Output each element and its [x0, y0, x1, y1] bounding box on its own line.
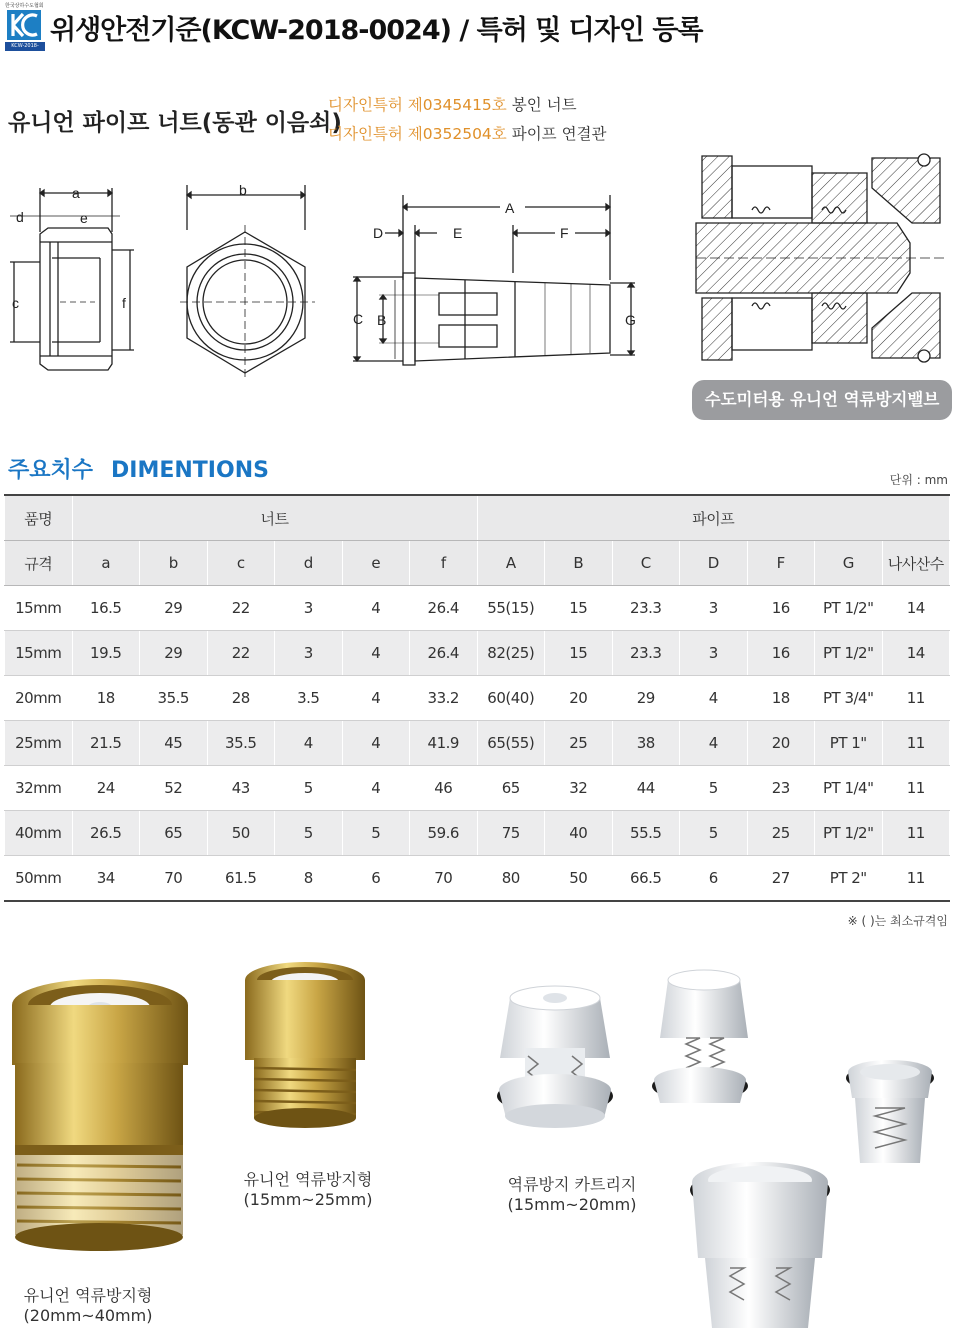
label-e: e: [80, 210, 88, 226]
pipe-side-drawing: [345, 185, 645, 385]
table-cell: 50mm: [5, 856, 73, 902]
table-cell: PT 1/4": [815, 766, 883, 811]
table-cell: 14: [882, 631, 950, 676]
photo-size: (20mm~40mm): [23, 1306, 153, 1325]
patent-number: 디자인특허 제0352504호: [328, 125, 507, 143]
table-group-row: [5, 495, 950, 541]
kc-certification-logo: [5, 2, 44, 58]
table-cell: 29: [140, 631, 208, 676]
table-cell: 24: [72, 766, 140, 811]
table-cell: 65: [477, 766, 545, 811]
logo-code: KCW-2018-0024: [5, 42, 45, 51]
table-cell: PT 2": [815, 856, 883, 902]
column-header: e: [342, 541, 410, 586]
group-nut: 너트: [72, 495, 477, 541]
table-cell: 59.6: [410, 811, 478, 856]
table-cell: 11: [882, 676, 950, 721]
table-cell: PT 1/2": [815, 811, 883, 856]
table-cell: 35.5: [207, 721, 275, 766]
valve-cross-section-drawing: [692, 148, 954, 373]
label-E: E: [453, 225, 463, 241]
table-row: [5, 721, 950, 766]
column-header: 규격: [5, 541, 73, 586]
table-cell: 21.5: [72, 721, 140, 766]
table-cell: 5: [275, 811, 343, 856]
table-cell: 50: [545, 856, 613, 902]
table-cell: 8: [275, 856, 343, 902]
table-cell: 29: [612, 676, 680, 721]
table-cell: 52: [140, 766, 208, 811]
table-cell: 43: [207, 766, 275, 811]
table-cell: 65(55): [477, 721, 545, 766]
table-cell: 4: [342, 631, 410, 676]
table-cell: 33.2: [410, 676, 478, 721]
patent-number: 디자인특허 제0345415호: [328, 96, 507, 114]
group-pipe: 파이프: [477, 495, 950, 541]
column-header: 나사산수: [882, 541, 950, 586]
table-cell: 3.5: [275, 676, 343, 721]
logo-caption: 한국상하수도협회: [5, 3, 44, 9]
label-f: f: [122, 295, 126, 311]
table-cell: 6: [680, 856, 748, 902]
nut-side-drawing: [0, 170, 150, 390]
table-cell: 46: [410, 766, 478, 811]
product-badge: 수도미터용 유니언 역류방지밸브: [692, 380, 952, 420]
table-cell: 25mm: [5, 721, 73, 766]
table-cell: 18: [747, 676, 815, 721]
table-cell: PT 1/2": [815, 586, 883, 631]
photo-name: 유니언 역류방지형: [243, 1170, 373, 1189]
table-cell: 40mm: [5, 811, 73, 856]
column-header: C: [612, 541, 680, 586]
table-cell: 15mm: [5, 631, 73, 676]
table-cell: 15: [545, 586, 613, 631]
table-cell: 32: [545, 766, 613, 811]
label-B: B: [377, 312, 387, 328]
table-cell: 3: [680, 586, 748, 631]
table-cell: 20: [747, 721, 815, 766]
nut-hex-drawing: [175, 170, 325, 390]
column-header: A: [477, 541, 545, 586]
product-title: 유니언 파이프 너트(동관 이음쇠): [8, 110, 342, 136]
table-cell: 11: [882, 721, 950, 766]
table-cell: 40: [545, 811, 613, 856]
table-cell: 26.4: [410, 586, 478, 631]
column-header: D: [680, 541, 748, 586]
photo-brass-union-small: [240, 958, 370, 1148]
table-header-row: [5, 541, 950, 586]
table-cell: 3: [680, 631, 748, 676]
photo-name: 역류방지 카트리지: [507, 1175, 637, 1194]
table-cell: 38: [612, 721, 680, 766]
table-cell: 4: [342, 766, 410, 811]
table-cell: 4: [275, 721, 343, 766]
table-cell: 16: [747, 586, 815, 631]
photo-size: (15mm~20mm): [507, 1195, 637, 1214]
table-cell: 5: [680, 811, 748, 856]
table-cell: 16: [747, 631, 815, 676]
table-cell: 45: [140, 721, 208, 766]
table-cell: 26.5: [72, 811, 140, 856]
photo-name: 유니언 역류방지형: [23, 1286, 153, 1305]
photo-brass-union-large: [5, 975, 195, 1275]
table-cell: 5: [275, 766, 343, 811]
label-D: D: [373, 225, 384, 241]
table-cell: 6: [342, 856, 410, 902]
table-cell: 25: [545, 721, 613, 766]
table-cell: 4: [680, 721, 748, 766]
table-cell: 16.5: [72, 586, 140, 631]
table-cell: 29: [140, 586, 208, 631]
column-header: d: [275, 541, 343, 586]
column-header: a: [72, 541, 140, 586]
table-cell: 11: [882, 856, 950, 902]
table-cell: 4: [342, 586, 410, 631]
table-cell: 15: [545, 631, 613, 676]
photo-caption-3: [492, 1175, 652, 1215]
column-header: F: [747, 541, 815, 586]
table-cell: 75: [477, 811, 545, 856]
table-cell: 14: [882, 586, 950, 631]
table-cell: 4: [342, 676, 410, 721]
table-cell: PT 3/4": [815, 676, 883, 721]
column-header: b: [140, 541, 208, 586]
patent-line-2: [328, 122, 606, 144]
table-cell: 66.5: [612, 856, 680, 902]
table-cell: 20: [545, 676, 613, 721]
column-header: c: [207, 541, 275, 586]
table-cell: 3: [275, 631, 343, 676]
table-cell: 70: [140, 856, 208, 902]
dimensions-title-en: DIMENTIONS: [111, 458, 269, 483]
table-cell: 34: [72, 856, 140, 902]
table-cell: 4: [342, 721, 410, 766]
table-cell: 27: [747, 856, 815, 902]
table-cell: 25: [747, 811, 815, 856]
kc-mark-icon: [7, 10, 41, 40]
table-cell: 80: [477, 856, 545, 902]
table-cell: 4: [680, 676, 748, 721]
table-row: [5, 856, 950, 902]
unit-label: 단위 : mm: [889, 473, 948, 487]
table-cell: 35.5: [140, 676, 208, 721]
label-a: a: [72, 185, 80, 201]
label-A: A: [505, 200, 515, 216]
table-cell: 41.9: [410, 721, 478, 766]
table-cell: 22: [207, 586, 275, 631]
table-row: [5, 676, 950, 721]
table-cell: 20mm: [5, 676, 73, 721]
photo-caption-1: [8, 1286, 168, 1326]
label-d: d: [16, 209, 24, 225]
patent-name: 봉인 너트: [511, 96, 577, 114]
dimensions-title: [8, 453, 269, 484]
table-row: [5, 811, 950, 856]
table-cell: 15mm: [5, 586, 73, 631]
table-cell: 3: [275, 586, 343, 631]
dimensions-table: [4, 494, 950, 902]
table-cell: 55(15): [477, 586, 545, 631]
label-G: G: [625, 312, 636, 328]
table-cell: 60(40): [477, 676, 545, 721]
page-title: 위생안전기준(KCW-2018-0024) / 특허 및 디자인 등록: [50, 15, 703, 46]
table-cell: 32mm: [5, 766, 73, 811]
table-cell: 26.4: [410, 631, 478, 676]
table-cell: 11: [882, 766, 950, 811]
patent-name: 파이프 연결관: [511, 125, 607, 143]
column-header: G: [815, 541, 883, 586]
table-cell: 23: [747, 766, 815, 811]
table-cell: 50: [207, 811, 275, 856]
table-cell: 82(25): [477, 631, 545, 676]
table-cell: 61.5: [207, 856, 275, 902]
table-cell: 22: [207, 631, 275, 676]
photo-caption-2: [228, 1170, 388, 1210]
dimensions-title-kr: 주요치수: [8, 458, 94, 483]
table-row: [5, 766, 950, 811]
photo-cartridges: [490, 968, 950, 1334]
table-cell: 28: [207, 676, 275, 721]
table-cell: 18: [72, 676, 140, 721]
label-C: C: [353, 311, 364, 327]
table-cell: 23.3: [612, 586, 680, 631]
table-cell: 65: [140, 811, 208, 856]
table-cell: 5: [680, 766, 748, 811]
table-cell: 55.5: [612, 811, 680, 856]
table-cell: 11: [882, 811, 950, 856]
label-F: F: [560, 225, 569, 241]
label-c: c: [12, 295, 19, 311]
table-row: [5, 631, 950, 676]
table-row: [5, 586, 950, 631]
group-label: 품명: [5, 495, 73, 541]
table-cell: 70: [410, 856, 478, 902]
table-cell: PT 1/2": [815, 631, 883, 676]
patent-line-1: [328, 93, 577, 115]
photo-size: (15mm~25mm): [243, 1190, 373, 1209]
label-b: b: [239, 182, 247, 198]
table-cell: 19.5: [72, 631, 140, 676]
table-cell: 23.3: [612, 631, 680, 676]
column-header: f: [410, 541, 478, 586]
table-cell: 44: [612, 766, 680, 811]
table-cell: PT 1": [815, 721, 883, 766]
column-header: B: [545, 541, 613, 586]
table-note: ※ ( )는 최소규격임: [847, 914, 948, 928]
table-cell: 5: [342, 811, 410, 856]
